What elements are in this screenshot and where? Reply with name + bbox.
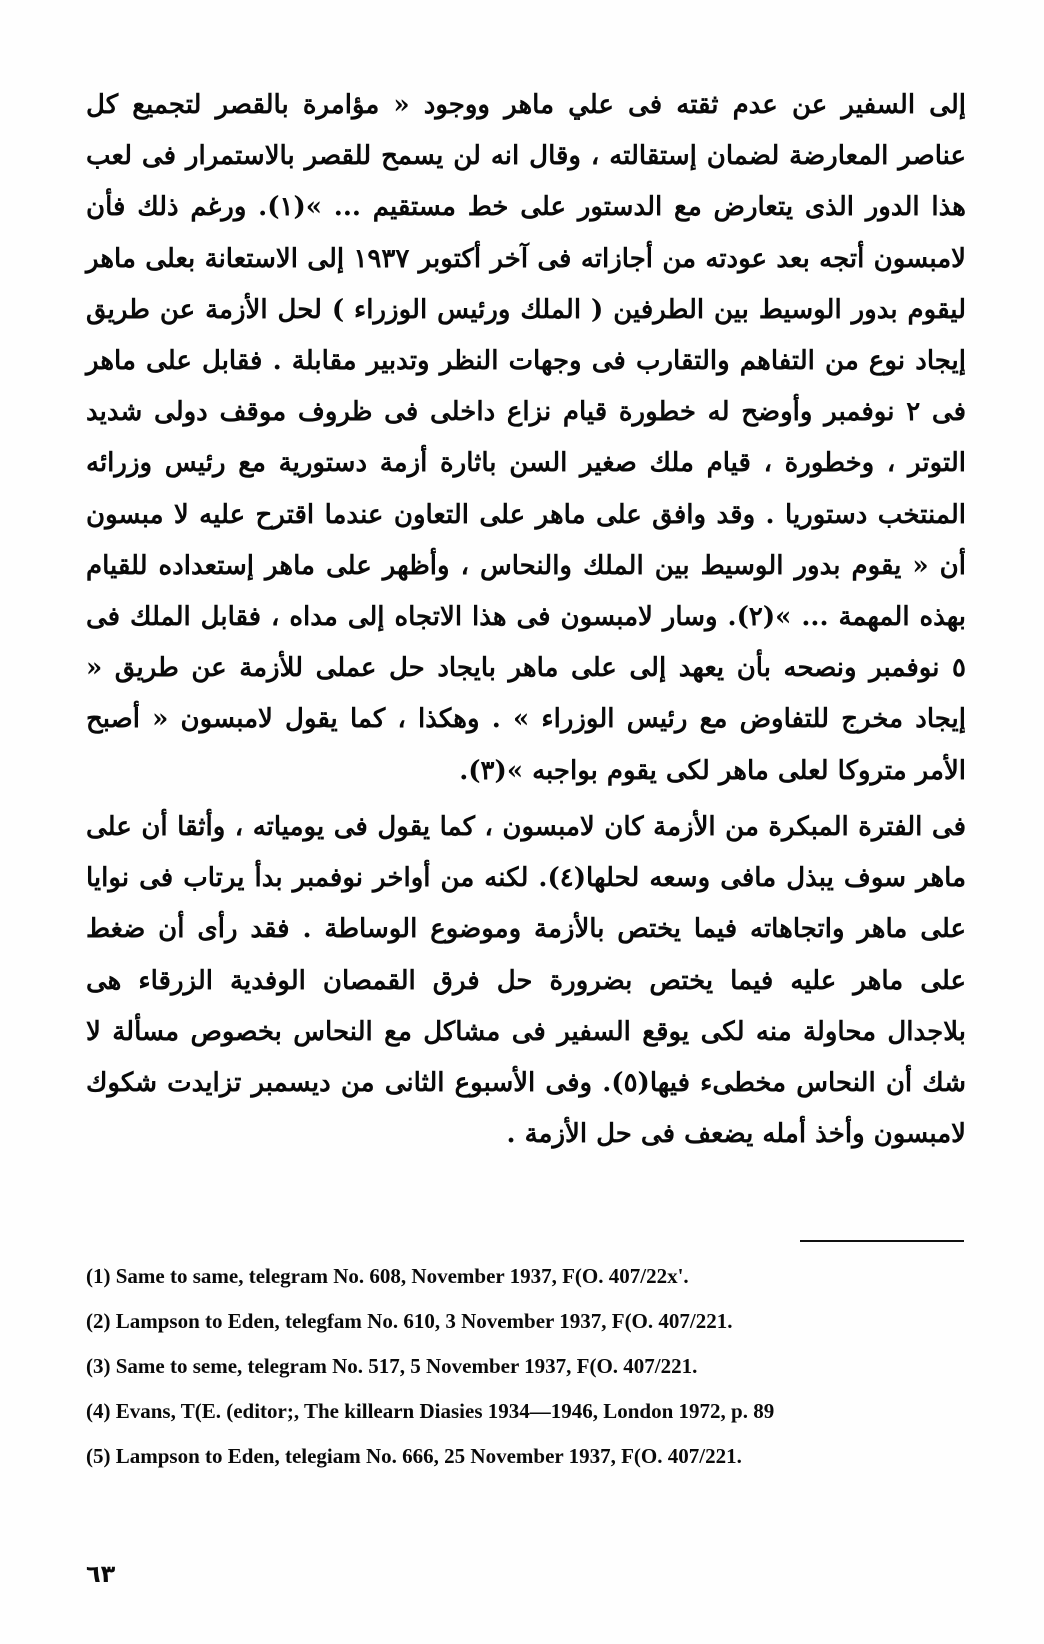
body-paragraph: إلى السفير عن عدم ثقته فى علي ماهر ووجود « مؤامرة بالقصر لتجميع كل عناصر المعارضة لضمان إستقالته ، وقال انه لن يسمح للقصر بالاستمرار فى لعب هذا الدور الذى يتعارض مع الدستور على خط مستقيم ... »(١). ورغم ذلك فأن لامبسون أتجه بعد عودته من أجازاته فى آخر أكتوبر ١٩٣٧ إلى الاستعانة بعلى ماهر ليقوم بدور الوسيط بين الطرفين ( الملك ورئيس الوزراء ) لحل الأزمة عن طريق إيجاد نوع من التفاهم والتقارب فى وجهات النظر وتدبير مقابلة . فقابل على ماهر فى ٢ نوفمبر وأوضح له خطورة قيام نزاع داخلى فى ظروف موقف دولى شديد التوتر ، وخطورة ، قيام ملك صغير السن باثارة أزمة دستورية مع رئيس وزرائه المنتخب دستوريا . وقد وافق على ماهر على التعاون عندما اقترح عليه لا مبسون أن « يقوم بدور الوسيط بين الملك والنحاس ، وأظهر على ماهر إستعداده للقيام بهذه المهمة ... »(٢). وسار لامبسون فى هذا الاتجاه إلى مداه ، فقابل الملك فى ٥ نوفمبر ونصحه بأن يعهد إلى على ماهر بايجاد حل عملى للأزمة عن طريق « إيجاد مخرج للتفاوض مع رئيس الوزراء » . وهكذا ، كما يقول لامبسون « أصبح الأمر متروكا لعلى ماهر لكى يقوم بواجبه »(٣). (86, 90, 967, 786)
page-number: ٦٣ (86, 1560, 116, 1588)
footnotes-list (86, 1262, 966, 1487)
footnote: (4) Evans, T(E. (editor;, The killearn Diasies 1934—1946, London 1972, p. 89 (86, 1399, 775, 1423)
footnote: (3) Same to seme, telegram No. 517, 5 November 1937, F(O. 407/221. (86, 1354, 698, 1378)
footnote: (1) Same to same, telegram No. 608, November 1937, F(O. 407/22x'. (86, 1264, 689, 1288)
body-paragraph: فى الفترة المبكرة من الأزمة كان لامبسون ، كما يقول فى يومياته ، وأثقا أن على ماهر سوف يبذل مافى وسعه لحلها(٤). لكنه من أواخر نوفمبر بدأ يرتاب فى نوايا على ماهر واتجاهاته فيما يختص بالأزمة وموضوع الوساطة . فقد رأى أن ضغط على ماهر عليه فيما يختص بضرورة حل فرق القمصان الوفدية الزرقاء هى بلاجدال محاولة منه لكى يوقع السفير فى مشاكل مع النحاس بخصوص مسألة لا شك أن النحاس مخطىء فيها(٥). وفى الأسبوع الثانى من ديسمبر تزايدت شكوك لامبسون وأخذ أمله يضعف فى حل الأزمة . (86, 812, 967, 1150)
footnote: (2) Lampson to Eden, telegfam No. 610, 3 November 1937, F(O. 407/221. (86, 1309, 733, 1333)
footnote: (5) Lampson to Eden, telegiam No. 666, 25 November 1937, F(O. 407/221. (86, 1444, 742, 1468)
footnote-divider (800, 1240, 964, 1242)
